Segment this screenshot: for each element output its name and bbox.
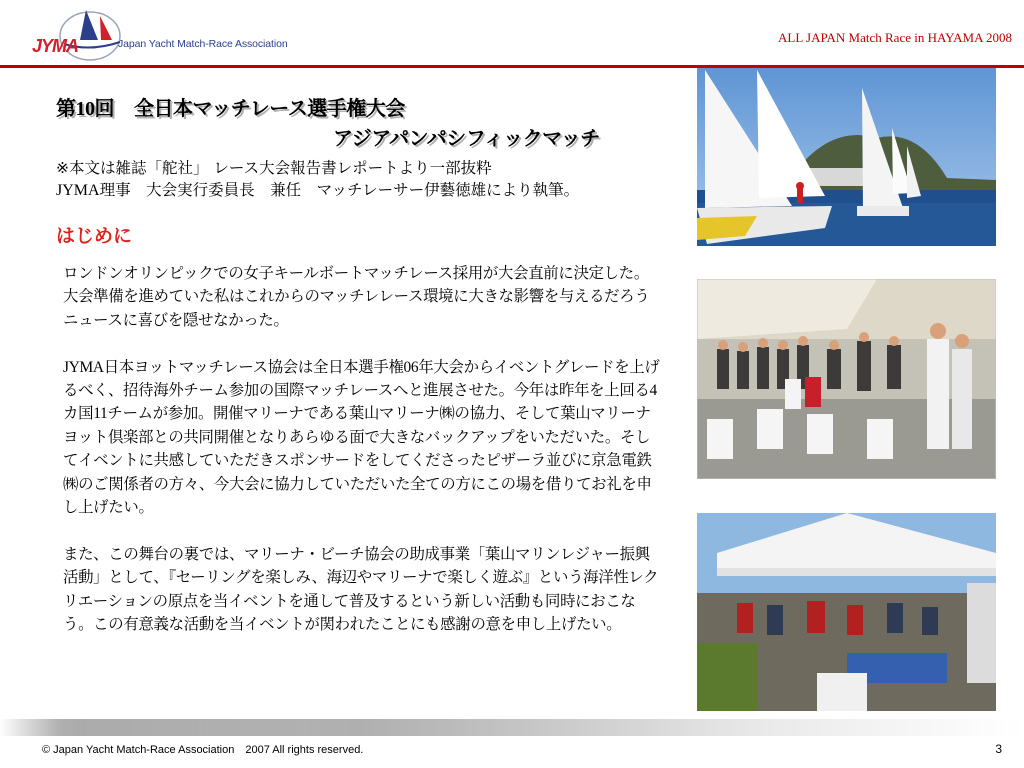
title-prefix: 第 bbox=[56, 96, 76, 120]
p2-text-1: 日本ヨットマッチレース協会は全日本選手権 bbox=[103, 357, 404, 376]
p2-teams: 11 bbox=[93, 405, 108, 423]
photo-sailboats bbox=[697, 68, 996, 246]
p2-text-2: 年大会からイベントグレードを上げるべく、招待海外チーム参加の国際マッチレースへと進展させた。今年は昨年を上回る bbox=[63, 357, 660, 400]
paragraph-1: ロンドンオリンピックでの女子キールボートマッチレース採用が大会直前に決定した。大会準備を進めていた私はこれからのマッチレレース環境に大きな影響を与えるだろうニュースに喜びを隠せなかった。 bbox=[63, 264, 650, 329]
page-number: 3 bbox=[995, 742, 1002, 756]
footer-bar bbox=[0, 719, 1024, 736]
note-line-1: ※本文は雑誌「舵社」 レース大会報告書レポートより一部抜粋 bbox=[56, 159, 492, 177]
note-line-2 bbox=[56, 179, 579, 202]
event-title: ALL JAPAN Match Race in HAYAMA 2008 bbox=[778, 30, 1012, 45]
photo-ceremony bbox=[697, 279, 996, 479]
photo-tent-party bbox=[697, 513, 996, 711]
footer-copyright: © Japan Yacht Match-Race Association 2007 All rights reserved. bbox=[42, 744, 364, 756]
paragraph-3: また、この舞台の裏では、マリーナ・ビーチ協会の助成事業「葉山マリンレジャー振興活動」として、『セーリングを楽しみ、海辺やマリーナで楽しく遊ぶ』という海洋性レクリエーションの原点を当イベントを通して普及するという新しい活動も同時におこなう。この有意義な活動を当イベントが関われたことにも感謝の意を申し上げたい。 bbox=[63, 544, 659, 634]
note-jyma: JYMA bbox=[56, 182, 100, 199]
title-kai: 回 bbox=[94, 96, 114, 120]
title-number: 10 bbox=[75, 98, 95, 120]
title-main-text: 全日本マッチレース選手権大会 bbox=[134, 96, 405, 120]
p2-jyma: JYMA bbox=[63, 358, 104, 376]
p2-text-3: カ国 bbox=[63, 404, 94, 423]
p2-year: 06 bbox=[403, 358, 419, 376]
page-title bbox=[56, 92, 405, 121]
section-heading: はじめに bbox=[56, 225, 133, 247]
note-author: 理事 大会実行委員長 兼任 マッチレーサー伊藝徳雄により執筆。 bbox=[99, 181, 580, 199]
p2-countries: 4 bbox=[649, 382, 657, 400]
jyma-logo bbox=[28, 6, 288, 62]
logo-organization-name: Japan Yacht Match-Race Association bbox=[118, 38, 288, 50]
article-body bbox=[63, 262, 663, 636]
p2-text-4: チームが参加。開催マリーナである葉山マリーナ㈱の協力、そして葉山マリーナヨット倶楽部との共同開催となりあらゆる面で大きなバックアップをいただいた。そしてイベントに共感していただきスポンサードをしてくださったピザーラ並びに京急電鉄㈱のご関係者の方々、今大会に協力していただいた全ての方にこの場を借りてお礼を申し上げたい。 bbox=[63, 404, 652, 517]
paragraph-2 bbox=[63, 356, 663, 520]
page-subtitle: アジアパンパシフィックマッチ bbox=[333, 126, 600, 150]
logo-wordmark: JYMA bbox=[32, 36, 79, 56]
source-note bbox=[56, 157, 579, 202]
